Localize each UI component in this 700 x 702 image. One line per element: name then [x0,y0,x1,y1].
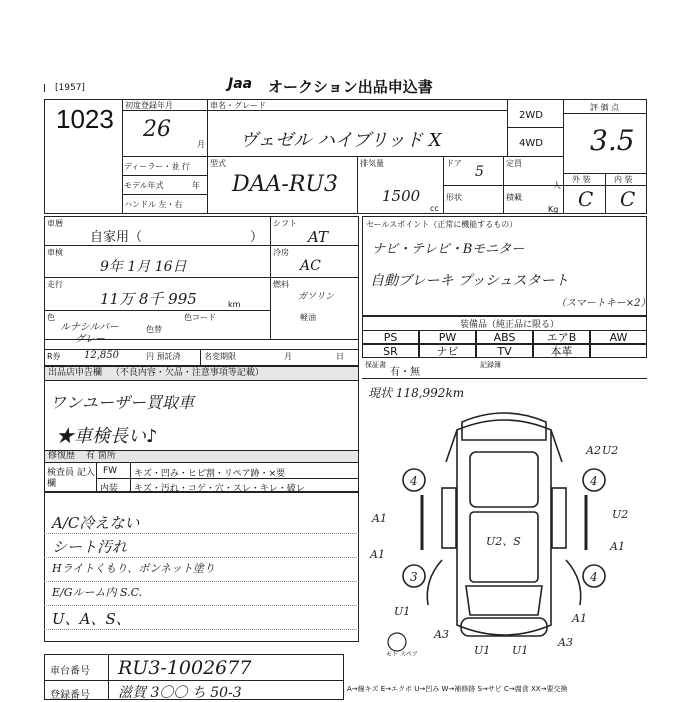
divider [207,110,507,111]
bottom-value: 滋賀 3〇〇 ち 50-3 [118,685,242,701]
note-rule [44,581,359,582]
front-bumper [462,413,546,440]
spare-tire-icon [388,633,406,651]
color-value: ルナシルバー [60,322,119,333]
inspector-note: E/Gルーム内 S.C. [52,586,143,599]
transfer-label: 名変期限 [204,352,236,361]
mark-u1-left: U1 [394,605,411,618]
sales-point-line2: 自動ブレーキ プッシュスタート [370,273,569,289]
inspection-value: 9年 1月 16日 [100,259,187,275]
inspector-label: 検査員 記入欄 [47,468,95,489]
report-label: 出品店申告欄 [48,368,103,378]
model-year-label: モデル年式 [124,181,164,190]
interior-value: C [620,187,636,211]
left-fender [446,430,457,462]
tire-rr-number: 4 [590,570,598,584]
report-line2: ★車検長い♪ [56,426,158,447]
history-close: ） [250,230,264,245]
mark-u2-s: U2、S [486,535,521,548]
doors-label: ドア [446,159,462,168]
page-title: オークション出品申込書 [268,78,433,96]
model-year-unit: 年 [192,181,200,190]
note-rule [44,605,359,606]
color-value2: グレー [75,334,105,345]
color-code-label: 色コード [184,313,216,322]
repair-value: 有 箇所 [85,451,116,461]
chassis-value: RU3-1002677 [118,657,252,679]
sales-point-line3: （スマートキー×2） [556,298,651,309]
divider [443,185,503,186]
equipment-cell [590,344,647,358]
first-reg-label: 初度登録年月 [125,101,173,110]
history-value: 自家用（ [90,230,143,245]
recycle-value: 12,850 [84,350,119,361]
right-door [552,488,566,548]
transfer-day: 日 [336,352,344,361]
chassis-label: 車台番号 [50,666,90,677]
divider [122,194,207,195]
rear-bumper [461,618,547,636]
inspector-note: シート汚れ [52,538,128,556]
model-type-value: DAA-RU3 [232,172,338,197]
model-type-label: 型式 [210,159,226,168]
drive-2wd: 2WD [519,110,543,121]
equipment-cell: PW [419,330,476,344]
fw-text: キズ・凹み・ヒビ割・リペア跡・×要 [134,469,286,479]
spare-label: モト スペア [386,651,418,658]
divider [200,349,201,366]
left-rear-line [427,560,442,605]
recycle-unit: 円 預託済 [146,352,181,361]
mark-u2-top: U2 [602,444,619,457]
interior-label: 内 装 [614,175,633,184]
mark-a1-rear: A1 [572,612,587,625]
sheet-code: [1957] [55,83,85,93]
divider [44,680,344,681]
corner-mark [44,84,49,92]
note-rule [44,557,359,558]
int-text: キズ・汚れ・コゲ・穴・スレ・キレ・破レ [134,484,305,494]
divider [44,277,359,278]
divider [207,156,208,214]
divider [122,175,207,176]
mark-a1-lower: A1 [370,548,385,561]
odometer-note: 現状 118,992km [368,386,465,400]
divider [207,99,208,156]
mark-a3-right: A3 [558,636,573,649]
lot-number: 1023 [56,104,114,134]
inspection-label: 車検 [47,248,63,257]
ac-value: AC [300,258,321,274]
mark-a3-left: A3 [434,628,449,641]
divider [122,156,563,157]
car-name-value: ヴェゼル ハイブリッド X [240,130,442,151]
trunk [466,586,542,615]
divider [108,654,109,700]
equipment-cell: エアB [533,330,590,344]
displacement-unit: cc [430,204,439,213]
history-label: 車暦 [47,219,63,228]
equipment-cell: PS [362,330,419,344]
divider [605,173,606,214]
fuel-label: 燃料 [273,280,289,289]
left-door [442,488,456,548]
capacity-label: 定員 [506,159,522,168]
car-damage-diagram [362,400,647,658]
transfer-suffix: 月 [284,352,292,361]
fuel-value: ガソリン [298,292,335,302]
handle-label: ハンドル 左・右 [124,200,183,209]
divider [507,127,563,128]
report-line1: ワンユーザー買取車 [50,393,195,412]
equipment-label: 装備品（純正品に限る） [460,320,560,330]
fw-label: FW [103,466,118,476]
score-label: 評 価 点 [590,103,620,112]
equipment-cell: ABS [476,330,533,344]
displacement-value: 1500 [382,187,421,205]
sales-point-line1: ナビ・テレビ・Bモニター [372,242,525,257]
recycle-label: R券 [47,352,61,361]
inspector-note: Hライトくもり、ボンネット塗り [52,562,215,575]
color-swap-label: 色替 [146,325,162,334]
right-rear-line [566,560,581,605]
tire-fl-number: 4 [410,474,418,488]
divider [357,156,358,214]
equipment-cell: AW [590,330,647,344]
mileage-label: 走行 [47,280,63,289]
equipment-cell: SR [362,344,419,358]
int-label: 内装 [100,484,119,494]
doors-value: 5 [475,164,484,180]
divider [362,378,647,379]
divider [44,310,270,311]
repair-row [44,450,359,463]
brand-logo: Jaa [228,76,253,92]
first-reg-value: 26 [143,117,171,142]
damage-legend: A→線キズ E→エクボ U→凹み W→補修跡 S→サビ C→腐食 XX→要交換 [347,685,568,693]
report-note: （不良内容・欠品・注意事項等記載） [110,368,264,378]
divider [563,99,564,214]
displacement-label: 排気量 [360,159,384,168]
first-reg-unit: 月 [197,140,205,149]
ac-label: 冷房 [273,248,289,257]
bottom-label: 登録番号 [50,690,90,701]
divider [130,463,131,492]
capacity-unit: 人 [553,181,561,190]
mark-a2: A2 [586,444,601,457]
note-rule [44,533,359,534]
note-rule [44,629,359,630]
load-label: 積載 [506,193,522,202]
exterior-value: C [578,187,594,211]
load-unit: Kg [548,205,559,214]
divider [122,110,207,111]
divider [122,99,123,156]
manual-label: 記録簿 [480,361,501,369]
inspector-note: U、A、S、 [52,610,131,628]
warranty-value: 有・無 [390,367,420,378]
mark-u1-bottom: U1 [474,644,491,657]
mark-u1-bottom2: U1 [512,644,529,657]
mark-a1-right: A1 [610,540,625,553]
shift-label: シフト [273,219,297,228]
mark-a1-left: A1 [372,512,387,525]
equipment-cell: ナビ [419,344,476,358]
tire-fr-number: 4 [590,474,598,488]
report-header [44,366,359,381]
shape-label: 形状 [446,193,462,202]
mileage-value: 11万 8千 995 [100,290,197,308]
equipment-cell: TV [476,344,533,358]
divider [122,156,123,214]
repair-label: 修復歴 [48,451,76,461]
fuel-alt: 軽油 [300,313,316,322]
warranty-label: 保証書 [365,361,386,369]
sales-points-label: セールスポイント（正常に機能するもの） [366,220,518,229]
dealer-label: ディーラー・並 行 [124,162,190,171]
score-value: 3.5 [590,124,635,157]
drive-4wd: 4WD [519,138,543,149]
right-fender [551,430,562,462]
hood [470,452,538,507]
equipment-cell: 本革 [533,344,590,358]
car-name-label: 車名・グレード [210,101,266,110]
color-label: 色 [47,313,55,322]
shift-value: AT [308,228,329,246]
exterior-label: 外 装 [572,175,591,184]
mileage-unit: km [228,300,241,309]
mark-u2-right: U2 [612,508,629,521]
divider [563,113,647,114]
inspector-note: A/C冷えない [52,514,140,532]
tire-rl-number: 3 [410,570,418,584]
